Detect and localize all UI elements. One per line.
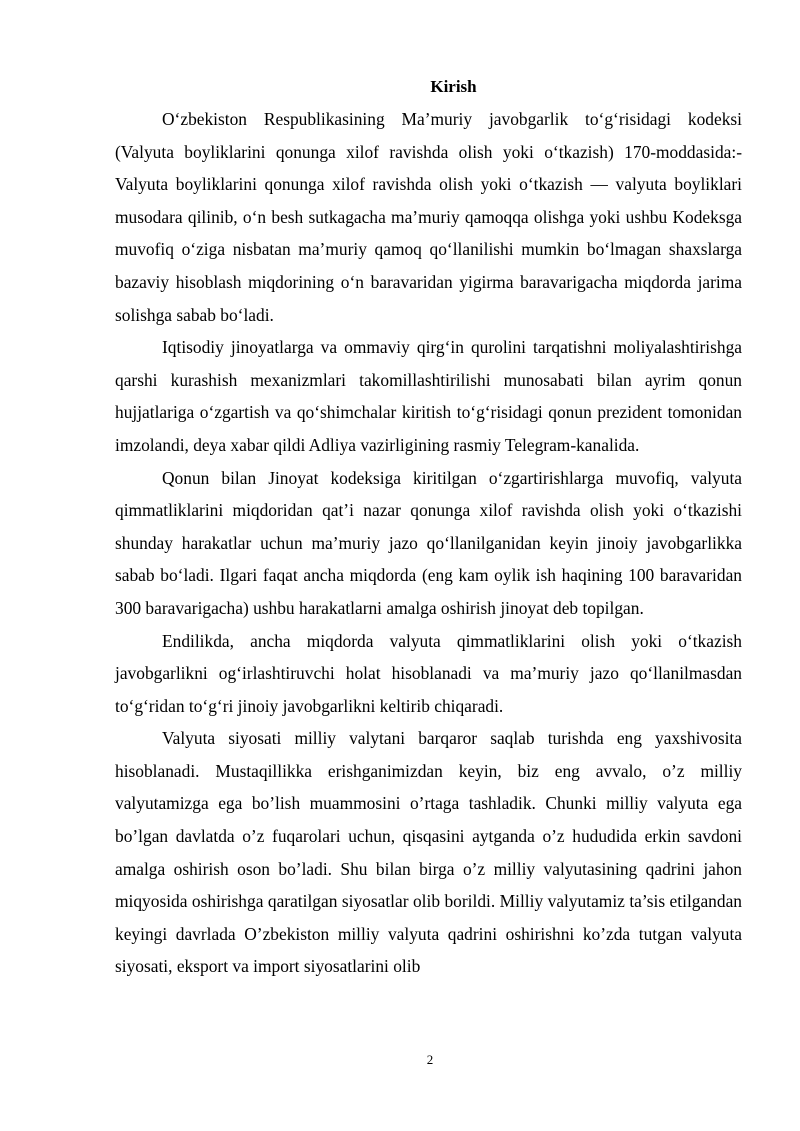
- paragraph-3: Qonun bilan Jinoyat kodeksiga kiritilgan o‘zgartirishlarga muvofiq, valyuta qimmatliklarini miqdoridan qat’i nazar qonunga xilof ravishda olish yoki o‘tkazishi shunday harakatlar uchun ma’muriy jazo qo‘llanilganidan keyin jinoiy javobgarlikka sabab bo‘ladi. Ilgari faqat ancha miqdorda (eng kam oylik ish haqining 100 baravaridan 300 baravarigacha) ushbu harakatlarni amalga oshirish jinoyat deb topilgan.: [115, 467, 742, 618]
- paragraph-5: Valyuta siyosati milliy valytani barqaror saqlab turishda eng yaxshivosita hisoblanadi. Mustaqillikka erishganimizdan keyin, biz eng avvalo, o’z milliy valyutamizga ega bo’lish muammosini o’rtaga tashladik. Chunki milliy valyuta ega bo’lgan davlatda o’z fuqarolari uchun, qisqasini aytganda o’z hududida erkin savdoni amalga oshirish oson bo’ladi. Shu bilan birga o’z milliy valyutasining qadrini jahon miqyosida oshirishga qaratilgan siyosatlar olib borildi. Milliy valyutamiz ta’sis etilgandan keyingi davrlada O’zbekiston milliy valyuta qadrini oshirishni ko’zda tutgan valyuta siyosati, eksport va import siyosatlarini olib: [115, 728, 742, 977]
- paragraph-1: O‘zbekiston Respublikasining Ma’muriy javobgarlik to‘g‘risidagi kodeksi (Valyuta boyliklarini qonunga xilof ravishda olish yoki o‘tkazish) 170-moddasida:- Valyuta boyliklarini qonunga xilof ravishda olish yoki o‘tkazish — valyuta boyliklari musodara qilinib, o‘n besh sutkagacha ma’muriy qamoqqa olishga yoki ushbu Kodeksga muvofiq o‘ziga nisbatan ma’muriy qamoq qo‘llanilishi mumkin bo‘lmagan shaxslarga bazaviy hisoblash miqdorining o‘n baravaridan yigirma baravarigacha miqdorda jarima solishga sabab bo‘ladi.: [115, 109, 742, 325]
- paragraph-4: Endilikda, ancha miqdorda valyuta qimmatliklarini olish yoki o‘tkazish javobgarlikni og‘irlashtiruvchi holat hisoblanadi va ma’muriy jazo qo‘llanilmasdan to‘g‘ridan to‘g‘ri jinoiy javobgarlikni keltirib chiqaradi.: [115, 630, 742, 716]
- page-number: 2: [426, 1052, 434, 1067]
- section-title: Kirish: [430, 77, 477, 96]
- body-text: [115, 103, 742, 983]
- paragraph-2: Iqtisodiy jinoyatlarga va ommaviy qirg‘in qurolini tarqatishni moliyalashtirishga qarshi kurashish mexanizmlari takomillashtirilishi munosabati bilan ayrim qonun hujjatlariga o‘zgartish va qo‘shimchalar kiritish to‘g‘risidagi qonun prezident tomonidan imzolandi, deya xabar qildi Adliya vazirligining rasmiy Telegram-kanalida.: [115, 337, 742, 455]
